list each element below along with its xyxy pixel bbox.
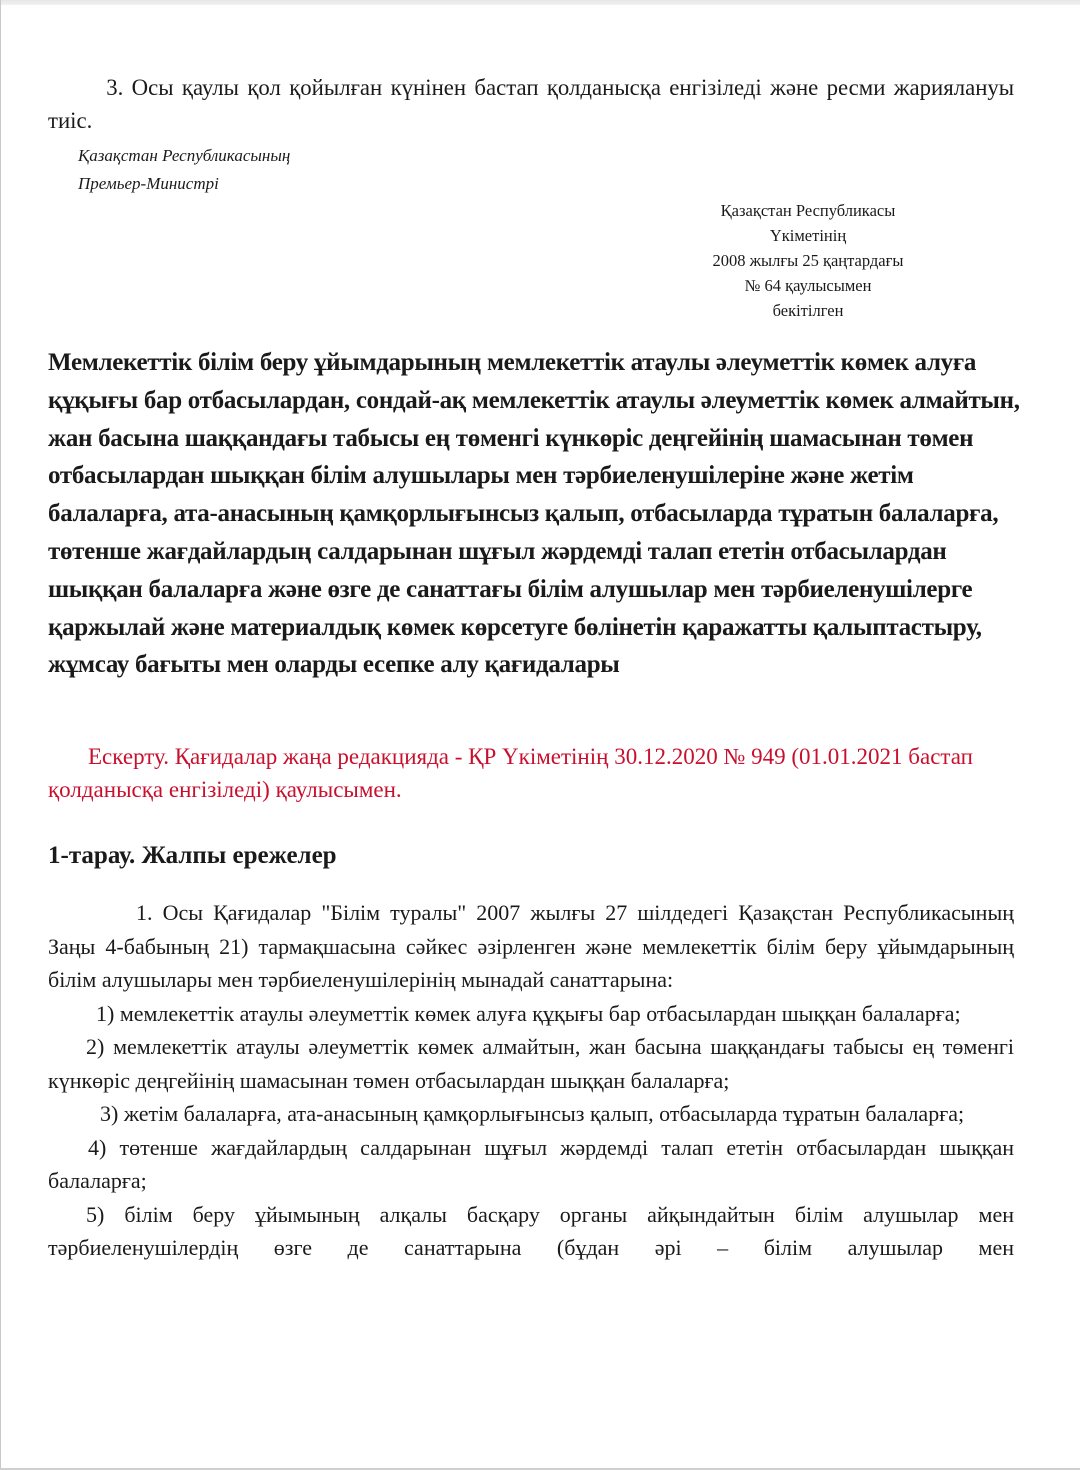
approval-line-5: бекітілген bbox=[772, 301, 844, 320]
signature-line-2: Премьер-Министрі bbox=[78, 174, 219, 193]
document-title: Мемлекеттік білім беру ұйымдарының мемлекеттік атаулы әлеуметтік көмек алуға құқығы бар отбасылардан, сондай-ақ мемлекеттік атаулы әлеуметтік көмек алмайтын, жан басына шаққандағы табысы ең төменгі күнкөріс деңгейінің шамасынан төмен отбасылардан шыққан білім алушылары мен тәрбиеленушілеріне және жетім балаларға, ата-анасының қамқорлығынсыз қалып, отбасыларда тұратын балаларға, төтенше жағдайлардың салдарынан шұғыл жәрдемді талап ететін отбасылардан шыққан балаларға және өзге де санаттағы білім алушылар мен тәрбиеленушілерге қаржылай және материалдық көмек көрсетуге бөлінетін қаражатты қалыптастыру, жұмсау бағыты мен оларды есепке алу қағидалары bbox=[48, 349, 1020, 679]
list-item: 2) мемлекеттік атаулы әлеуметтік көмек алмайтын, жан басына шаққандағы табысы ең төменгі күнкөріс деңгейінің шамасынан төмен отбасылардан шыққан балаларға; bbox=[48, 1034, 1014, 1093]
document-page bbox=[48, 72, 1020, 1260]
list-item: 3) жетім балаларға, ата-анасының қамқорлығынсыз қалып, отбасыларда тұратын балаларға; bbox=[100, 1101, 965, 1126]
approval-stamp-text bbox=[608, 198, 1008, 323]
approval-line-2: Үкіметінің bbox=[769, 226, 847, 245]
signature-line-1: Қазақстан Республикасының bbox=[78, 146, 291, 165]
list-item: 5) білім беру ұйымының алқалы басқару органы айқындайтын білім алушылар мен тәрбиеленушілердің өзге де санаттарына (бұдан әрі – білім алушылар мен bbox=[48, 1201, 1014, 1260]
list-item: 1) мемлекеттік атаулы әлеуметтік көмек алуға құқығы бар отбасылардан шыққан балаларға; bbox=[96, 1000, 961, 1026]
article-1-text: 1. Осы Қағидалар "Білім туралы" 2007 жылғы 27 шілдедегі Қазақстан Республикасының Заңы 4-бабының 21) тармақшасына сәйкес әзірленген және мемлекеттік білім беру ұйымдарының білім алушылары мен тәрбиеленушілерінің мынадай санаттарына: bbox=[48, 900, 1014, 992]
approval-line-4: № 64 қаулысымен bbox=[744, 276, 872, 295]
amendment-note: Ескерту. Қағидалар жаңа редакцияда - ҚР Үкіметінің 30.12.2020 № 949 (01.01.2021 бастап қолданысқа енгізіледі) қаулысымен. bbox=[48, 744, 973, 802]
approval-line-1: Қазақстан Республикасы bbox=[720, 201, 896, 220]
top-edge-bar bbox=[0, 0, 1080, 5]
left-edge-line bbox=[0, 0, 1, 1470]
list-item: 4) төтенше жағдайлардың салдарынан шұғыл жәрдемді талап ететін отбасылардан шыққан балаларға; bbox=[48, 1134, 1014, 1193]
clause-3: 3. Осы қаулы қол қойылған күнінен бастап қолданысқа енгізіледі және ресми жариялануы тиіс. bbox=[48, 75, 1015, 134]
article-1 bbox=[48, 896, 1014, 1265]
chapter-heading: 1-тарау. Жалпы ережелер bbox=[48, 842, 337, 869]
approval-line-3: 2008 жылғы 25 қаңтардағы bbox=[712, 251, 904, 270]
signature-block bbox=[78, 142, 1014, 198]
